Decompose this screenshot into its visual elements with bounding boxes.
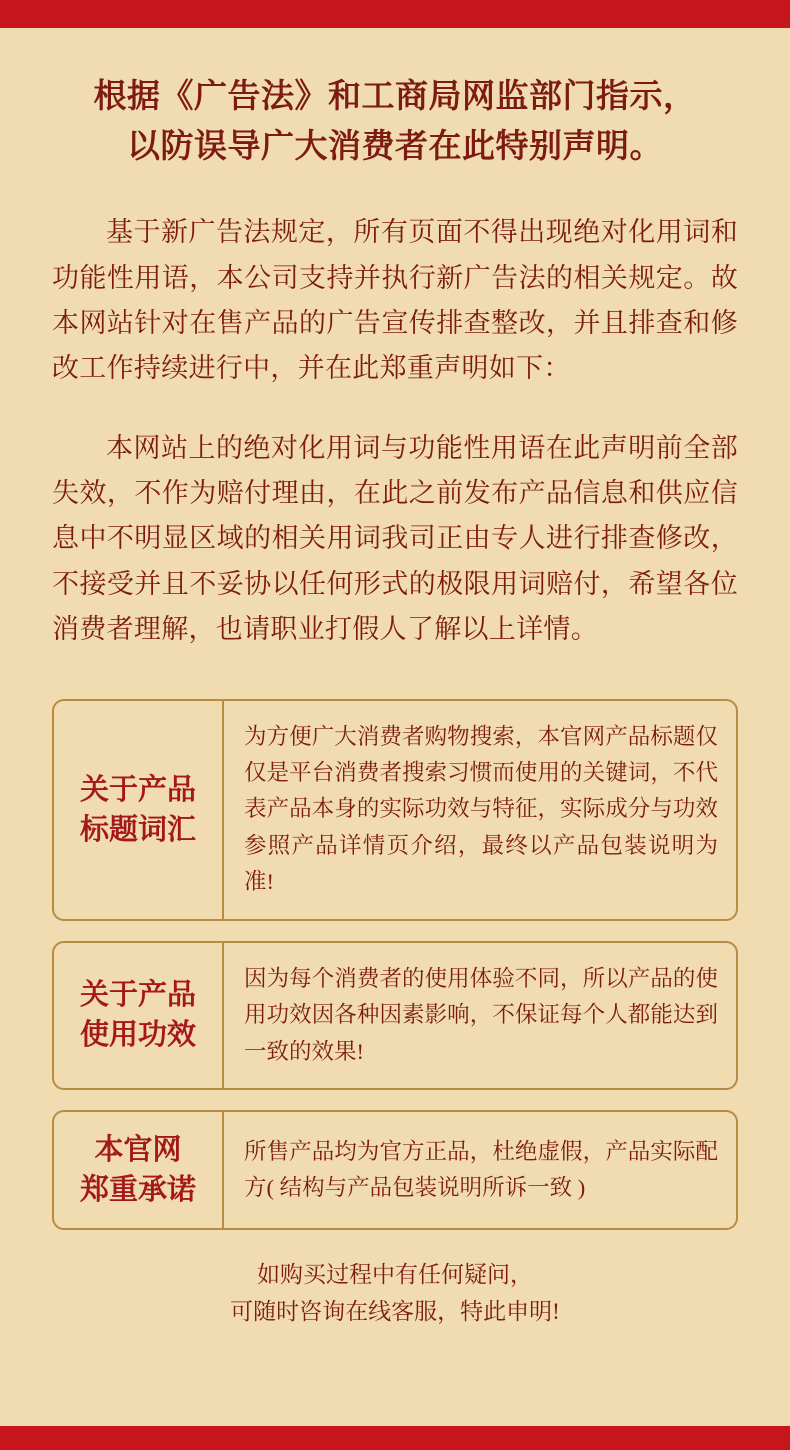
bottom-red-band — [0, 1426, 790, 1450]
statement-card-title-line-1: 关于产品 — [79, 979, 196, 1012]
statement-card-body — [224, 943, 736, 1088]
statement-card-title-line-2: 使用功效 — [79, 1019, 196, 1052]
statement-card-title — [54, 701, 224, 919]
statement-card-title-line-1: 关于产品 — [79, 773, 196, 806]
statement-card-title — [54, 1112, 224, 1228]
paragraph-1: 基于新广告法规定，所有页面不得出现绝对化用词和功能性用语，本公司支持并执行新广告法的相关规定。故本网站针对在售产品的广告宣传排查整改，并且排查和修改工作持续进行中，并在此郑重声明如下： — [52, 217, 738, 384]
paper-panel — [0, 28, 790, 1426]
statement-card-list — [52, 699, 738, 1231]
page-title-line-2: 以防误导广大消费者在此特别声明。 — [127, 129, 663, 166]
footer-note — [52, 1256, 738, 1331]
statement-card-body-text: 因为每个消费者的使用体验不同，所以产品的使用功效因各种因素影响，不保证每个人都能达到一致的效果! — [244, 965, 718, 1064]
statement-card-title-line-1: 本官网 — [94, 1134, 182, 1167]
statement-card — [52, 1110, 738, 1230]
paragraph-2: 本网站上的绝对化用词与功能性用语在此声明前全部失效，不作为赔付理由，在此之前发布产品信息和供应信息中不明显区域的相关用词我司正由专人进行排查修改，不接受并且不妥协以任何形式的极限用词赔付，希望各位消费者理解，也请职业打假人了解以上详情。 — [52, 432, 738, 645]
statement-card-title-line-2: 郑重承诺 — [79, 1174, 196, 1207]
page-title — [52, 28, 738, 172]
statement-card — [52, 941, 738, 1090]
page-title-line-1: 根据《广告法》和工商局网监部门指示， — [93, 79, 697, 115]
statement-card-title-line-2: 标题词汇 — [79, 813, 196, 846]
statement-card-body — [224, 1112, 736, 1228]
statement-card-body-text: 所售产品均为官方正品，杜绝虚假，产品实际配方( 结构与产品包装说明所诉一致 ) — [244, 1138, 718, 1201]
statement-card-body-text: 为方便广大消费者购物搜索，本官网产品标题仅仅是平台消费者搜索习惯而使用的关键词，不代表产品本身的实际功效与特征，实际成分与功效参照产品详情页介绍，最终以产品包装说明为准! — [244, 723, 718, 895]
statement-card-title — [54, 943, 224, 1088]
top-red-band — [0, 0, 790, 28]
footer-note-line-2: 可随时咨询在线客服，特此申明! — [230, 1299, 560, 1325]
footer-note-line-1: 如购买过程中有任何疑问， — [257, 1262, 533, 1288]
statement-card — [52, 699, 738, 921]
statement-card-body — [224, 701, 736, 919]
